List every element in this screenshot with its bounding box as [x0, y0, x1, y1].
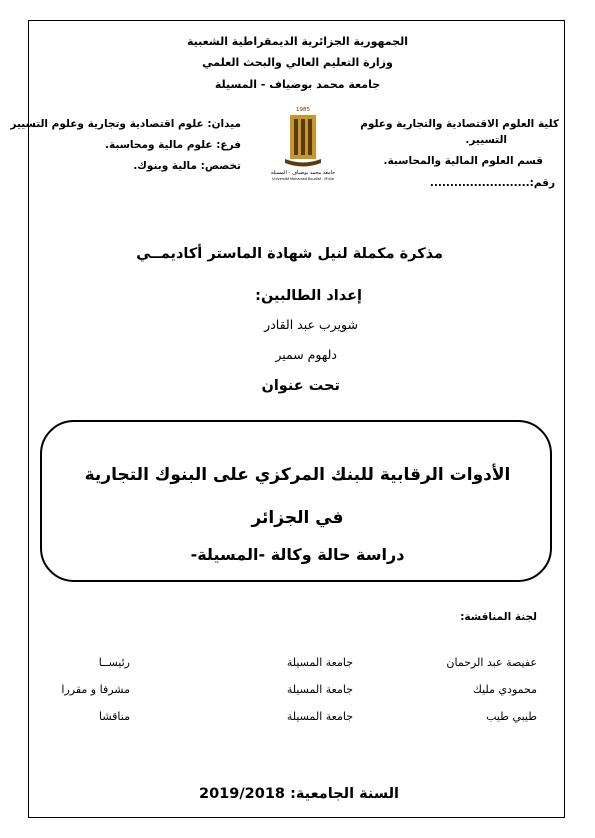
committee-member-name: محمودي مليك: [472, 683, 537, 696]
department: قسم العلوم المالية والمحاسبة.: [383, 155, 543, 167]
committee-label: لجنة المناقشة:: [460, 611, 537, 623]
header-university: جامعة محمد بوضياف - المسيلة: [214, 78, 381, 91]
committee-member-name: طيبي طيب: [486, 710, 537, 723]
university-logo: [263, 104, 343, 182]
academic-year: [199, 786, 399, 802]
thesis-title-line1: الأدوات الرقابية للبنك المركزي على البنوك التجارية: [84, 465, 511, 485]
specialty-text: تخصص: مالية وبنوك.: [133, 160, 241, 172]
committee-member-role: رئيســا: [98, 656, 130, 669]
academic-year-label: السنة الجامعية:: [290, 786, 399, 802]
student-name-2: دلهوم سمير: [275, 347, 337, 362]
thesis-title-line2: في الجزائر: [251, 508, 344, 528]
thesis-type: مذكرة مكملة لنيل شهادة الماستر أكاديمــي: [136, 246, 443, 262]
thesis-title-line3: دراسة حالة وكالة -المسيلة-: [190, 545, 405, 564]
committee-member-name: عفيصة عبد الرحمان: [446, 656, 537, 669]
field-text: ميدان: علوم اقتصادية وتجارية وعلوم التسيير: [10, 118, 241, 130]
number-label: رقم:.........................: [429, 177, 555, 189]
academic-year-value: 2019/2018: [199, 786, 286, 802]
student-name-1: شويرب عبد القادر: [264, 317, 358, 332]
committee-member-university: جامعة المسيلة: [286, 710, 353, 723]
committee-member-role: مشرفا و مقررا: [61, 683, 130, 696]
university-logo-icon: [263, 104, 343, 182]
header-ministry: وزارة التعليم العالي والبحث العلمي: [202, 56, 393, 69]
logo-arabic-name: جامعة محمد بوضياف - المسيلة: [270, 170, 336, 176]
students-label: إعداد الطالبين:: [255, 288, 362, 304]
logo-latin-name: Université Mohamed Boudiaf - M'sila: [272, 177, 334, 181]
branch-text: فرع: علوم مالية ومحاسبة.: [104, 139, 241, 151]
committee-member-university: جامعة المسيلة: [286, 683, 353, 696]
committee-member-university: جامعة المسيلة: [286, 656, 353, 669]
committee-member-role: مناقشا: [99, 710, 130, 723]
under-title-label: تحت عنوان: [261, 378, 340, 394]
faculty-line1: كلية العلوم الاقتصادية والتجارية وعلوم: [360, 118, 559, 130]
faculty-line2: التسيير.: [465, 134, 507, 146]
logo-year: 1985: [296, 107, 310, 113]
header-republic: الجمهورية الجزائرية الديمقراطية الشعبية: [187, 35, 408, 48]
